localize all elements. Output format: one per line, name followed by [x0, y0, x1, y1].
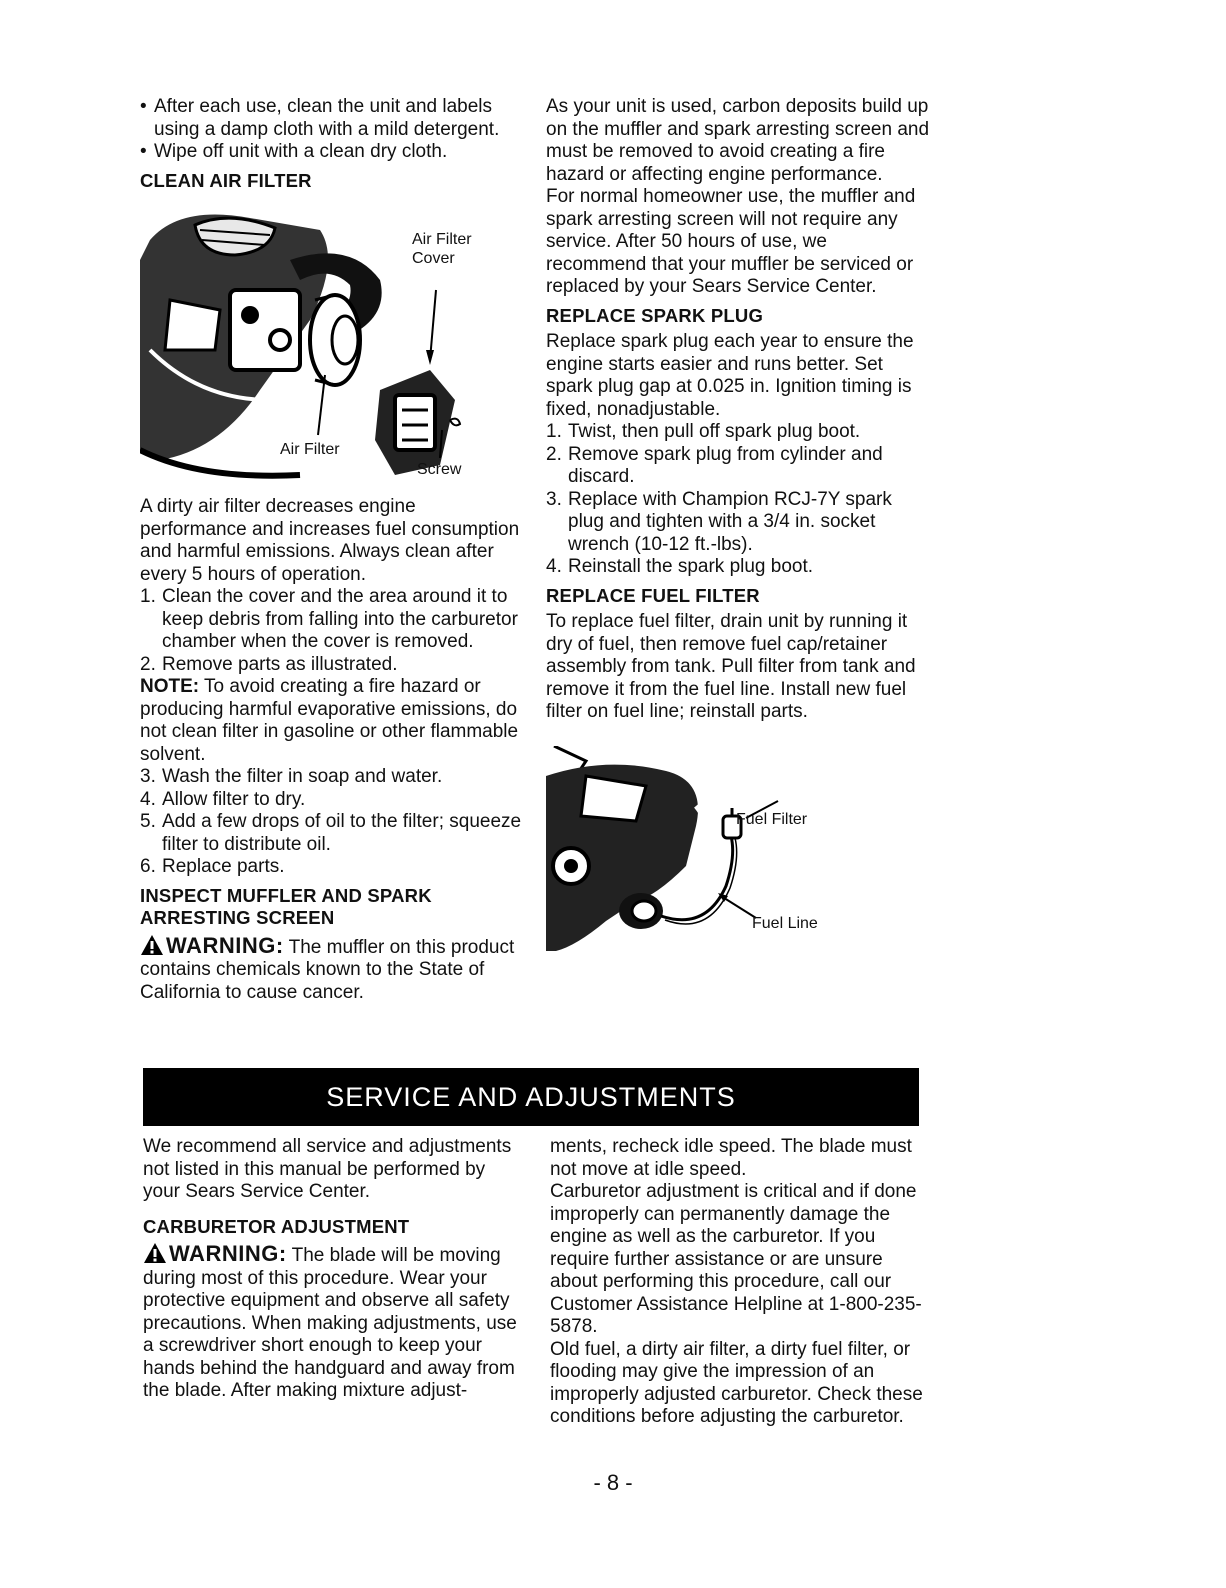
bullet-item: • After each use, clean the unit and labels using a damp cloth with a mild detergent. — [140, 96, 525, 141]
air-filter-intro: A dirty air filter decreases engine performance and increases fuel consumption and harmful emissions. Always clean after every 5 hours of operation. — [140, 496, 520, 585]
list-item: 6. Replace parts. — [140, 856, 285, 877]
muffler-heading: INSPECT MUFFLER AND SPARK ARRESTING SCREEN — [140, 884, 432, 928]
carburetor-warning — [143, 1242, 526, 1403]
fuel-line-label: Fuel Line — [752, 914, 818, 932]
list-item: 1. Clean the cover and the area around it to keep debris from falling into the carburetor chamber when the cover is removed. — [140, 586, 518, 652]
carburetor-paragraph-3: Old fuel, a dirty air filter, a dirty fuel filter, or flooding may give the impression of an improperly adjusted carburetor. Check these conditions before adjusting the carburetor. — [550, 1338, 923, 1427]
warning-label: WARNING: — [169, 1241, 287, 1266]
air-filter-label: Air Filter — [280, 441, 340, 458]
muffler-warning — [140, 934, 525, 1005]
carburetor-paragraph-1: ments, recheck idle speed. The blade must not move at idle speed. — [550, 1136, 912, 1180]
bullet-item: • Wipe off unit with a clean dry cloth. — [140, 141, 448, 162]
note-paragraph — [140, 676, 525, 766]
fuel-filter-figure — [546, 746, 866, 956]
left-column-bottom — [143, 1136, 526, 1403]
left-column-top — [140, 96, 525, 1004]
section-banner: SERVICE AND ADJUSTMENTS — [143, 1068, 919, 1126]
carburetor-heading: CARBURETOR ADJUSTMENT — [143, 1215, 410, 1237]
warning-icon — [143, 1242, 167, 1264]
bullet-text: Wipe off unit with a clean dry cloth. — [154, 141, 448, 162]
list-item: 4. Allow filter to dry. — [140, 788, 306, 810]
fuel-filter-text: To replace fuel filter, drain unit by running it dry of fuel, then remove fuel cap/retainer assembly from tank. Pull filter from tank and remove it from the fuel line. Install new fuel filter on fuel line; reinstall parts. — [546, 611, 916, 722]
spark-plug-heading: REPLACE SPARK PLUG — [546, 304, 764, 326]
spark-plug-steps — [546, 421, 931, 579]
warning-text: The muffler on this product contains chemicals known to the State of California to cause cancer. — [140, 936, 515, 1003]
air-filter-steps-a — [140, 586, 525, 676]
screw-label: Screw — [417, 461, 462, 478]
bullet-text: After each use, clean the unit and labels using a damp cloth with a mild detergent. — [154, 96, 500, 140]
list-item: 4. Reinstall the spark plug boot. — [546, 556, 814, 577]
list-item: 3. Wash the filter in soap and water. — [140, 766, 443, 787]
right-column-top — [546, 96, 931, 956]
fuel-filter-label: Fuel Filter — [736, 810, 808, 828]
warning-icon — [140, 934, 164, 956]
list-item: 1. Twist, then pull off spark plug boot. — [546, 421, 861, 442]
list-item: 2. Remove spark plug from cylinder and discard. — [546, 443, 883, 487]
list-item: 2. Remove parts as illustrated. — [140, 653, 398, 675]
service-intro: We recommend all service and adjustments not listed in this manual be performed by your Sears Service Center. — [143, 1136, 512, 1202]
air-filter-steps-b — [140, 766, 525, 879]
muffler-paragraph-1: As your unit is used, carbon deposits build up on the muffler and spark arresting screen and must be removed to avoid creating a fire hazard or affecting engine performance. — [546, 96, 930, 185]
carburetor-paragraph-2: Carburetor adjustment is critical and if done improperly can permanently damage the engine as well as the carburetor. If you require further assistance or are unsure about performing this procedure, call our Customer Assistance Helpline at 1-800-235-5878. — [550, 1181, 922, 1337]
list-item: 3. Replace with Champion RCJ-7Y spark plug and tighten with a 3/4 in. socket wrench (10-12 ft.-lbs). — [546, 488, 892, 555]
air-filter-figure — [140, 200, 510, 490]
warning-text: The blade will be moving during most of this procedure. Wear your protective equipment and observe all safety precautions. When making adjustments, use a screwdriver short enough to keep your hands behind the handguard and away from the blade. After making mixture adjust- — [143, 1245, 517, 1401]
muffler-paragraph-2: For normal homeowner use, the muffler and spark arresting screen will not require any service. After 50 hours of use, we recommend that your muffler be serviced or replaced by your Sears Service Center. — [546, 186, 916, 297]
warning-label: WARNING: — [166, 932, 284, 958]
air-filter-cover-label: Air Filter Cover — [412, 231, 472, 267]
fuel-filter-heading: REPLACE FUEL FILTER — [546, 584, 760, 606]
note-text: To avoid creating a fire hazard or producing harmful evaporative emissions, do not clean filter in gasoline or other flammable solvent. — [140, 676, 519, 765]
right-column-bottom — [550, 1136, 930, 1429]
list-item: 5. Add a few drops of oil to the filter; squeeze filter to distribute oil. — [140, 811, 522, 855]
spark-plug-intro: Replace spark plug each year to ensure the engine starts easier and runs better. Set spark plug gap at 0.025 in. Ignition timing is fixed, nonadjustable. — [546, 331, 914, 420]
clean-air-filter-heading: CLEAN AIR FILTER — [140, 169, 312, 191]
page-number: - 8 - — [593, 1470, 633, 1495]
note-label: NOTE: — [140, 676, 200, 697]
